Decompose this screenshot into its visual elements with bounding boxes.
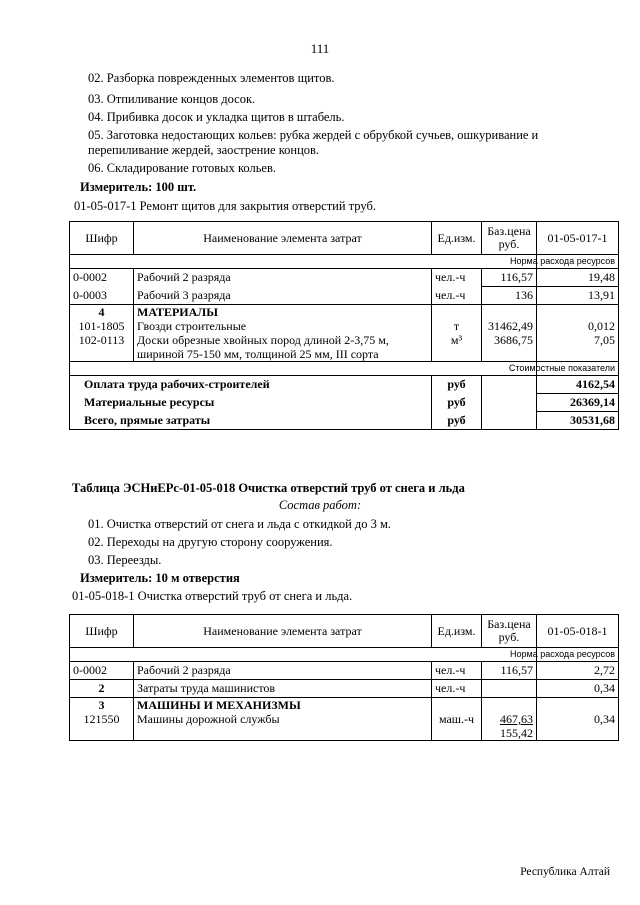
material-price: 31462,49 <box>488 319 533 333</box>
materials-norms <box>537 305 619 362</box>
group-code: 4 <box>98 305 105 319</box>
header-price <box>482 222 537 255</box>
total-blank <box>482 412 537 430</box>
table-row-norm: 19,48 <box>537 269 619 287</box>
header-unit: Ед.изм. <box>432 222 482 255</box>
step-line: 05. Заготовка недостающих кольев: рубка жердей с обрубкой сучьев, ошкуривание и <box>88 128 539 142</box>
table-row-unit: чел.-ч <box>432 269 482 287</box>
header-name: Наименование элемента затрат <box>134 615 432 648</box>
materials-names <box>134 305 432 362</box>
group-name: МАШИНЫ И МЕХАНИЗМЫ <box>137 698 301 712</box>
total-value: 30531,68 <box>537 412 619 430</box>
header-price-line2: руб. <box>498 630 520 644</box>
total-value: 26369,14 <box>537 394 619 412</box>
total-label: Оплата труда рабочих-строителей <box>70 376 432 394</box>
sub-cost-label: Стоимостные показатели <box>537 362 619 376</box>
machine-unit: маш.-ч <box>438 712 475 726</box>
sub-blank <box>70 255 537 269</box>
material-name: Гвозди строительные <box>137 319 247 333</box>
sub-blank <box>70 362 537 376</box>
group-name: МАТЕРИАЛЫ <box>137 305 218 319</box>
materials-units <box>432 305 482 362</box>
total-blank <box>482 394 537 412</box>
header-price-line1: Баз.цена <box>487 224 531 238</box>
material-name: Доски обрезные хвойных пород длиной 2-3,75 м, <box>137 333 389 347</box>
total-label: Материальные ресурсы <box>70 394 432 412</box>
header-price-line2: руб. <box>498 237 520 251</box>
step-line: 03. Переезды. <box>88 553 162 567</box>
sub-norm-label: Норма расхода ресурсов <box>537 648 619 662</box>
material-norm: 7,05 <box>594 333 615 347</box>
header-price-line1: Баз.цена <box>487 617 531 631</box>
table-row-price: 116,57 <box>482 662 537 680</box>
header-code: Шифр <box>70 615 134 648</box>
table-title: Таблица ЭСНиЕРс-01-05-018 Очистка отверстий труб от снега и льда <box>72 481 465 495</box>
resource-table-2 <box>69 614 619 741</box>
composition-heading: Состав работ: <box>278 498 362 512</box>
step-line: 04. Прибивка досок и укладка щитов в штабель. <box>88 110 345 124</box>
machine-price-main: 467,63 <box>500 712 533 726</box>
table-row-code: 0-0002 <box>70 662 134 680</box>
footer-region: Республика Алтай <box>520 866 610 878</box>
header-norm: 01-05-017-1 <box>537 222 619 255</box>
page-number: 111 <box>310 41 330 56</box>
step-line: 03. Отпиливание концов досок. <box>88 92 256 106</box>
machines-codes <box>70 698 134 741</box>
table-row-norm: 13,91 <box>537 287 619 305</box>
table-row-unit: чел.-ч <box>432 680 482 698</box>
machines-prices <box>482 698 537 741</box>
materials-codes <box>70 305 134 362</box>
machines-names <box>134 698 432 741</box>
total-blank <box>482 376 537 394</box>
item-title: 01-05-018-1 Очистка отверстий труб от снега и льда. <box>72 589 353 603</box>
material-code: 101-1805 <box>78 319 125 333</box>
material-norm: 0,012 <box>588 319 615 333</box>
table-row-name: Рабочий 3 разряда <box>134 287 432 305</box>
measure-label: Измеритель: 100 шт. <box>80 180 197 194</box>
header-code: Шифр <box>70 222 134 255</box>
table-row-norm: 2,72 <box>537 662 619 680</box>
machine-name: Машины дорожной службы <box>137 712 280 726</box>
table-row-price <box>482 680 537 698</box>
total-unit: руб <box>432 376 482 394</box>
machine-price-secondary: 155,42 <box>500 726 533 740</box>
header-unit: Ед.изм. <box>432 615 482 648</box>
table-row-code: 0-0003 <box>70 287 134 305</box>
table-row-norm: 0,34 <box>537 680 619 698</box>
material-name-cont: шириной 75-150 мм, толщиной 25 мм, III сорта <box>137 347 379 361</box>
table-row-unit: чел.-ч <box>432 662 482 680</box>
total-value: 4162,54 <box>537 376 619 394</box>
item-title: 01-05-017-1 Ремонт щитов для закрытия отверстий труб. <box>74 199 376 213</box>
table-row-price: 136 <box>482 287 537 305</box>
step-line: 01. Очистка отверстий от снега и льда с откидкой до 3 м. <box>88 517 392 531</box>
material-price: 3686,75 <box>494 333 533 347</box>
header-price <box>482 615 537 648</box>
table-row-price: 116,57 <box>482 269 537 287</box>
table-row-name: Затраты труда машинистов <box>134 680 432 698</box>
table-row-unit: чел.-ч <box>432 287 482 305</box>
sub-blank <box>70 648 537 662</box>
resource-table-1 <box>69 221 619 430</box>
group-code: 3 <box>98 698 105 712</box>
table-row-code: 0-0002 <box>70 269 134 287</box>
material-code: 102-0113 <box>78 333 125 347</box>
step-line: перепиливание жердей, заострение концов. <box>88 143 320 157</box>
machine-code: 121550 <box>83 712 120 726</box>
material-unit: т <box>453 319 460 333</box>
step-line: 02. Разборка поврежденных элементов щитов. <box>88 71 335 85</box>
table-row-name: Рабочий 2 разряда <box>134 662 432 680</box>
total-unit: руб <box>432 394 482 412</box>
material-unit: м³ <box>450 333 463 347</box>
measure-label: Измеритель: 10 м отверстия <box>80 571 240 585</box>
total-label: Всего, прямые затраты <box>70 412 432 430</box>
materials-prices <box>482 305 537 362</box>
total-unit: руб <box>432 412 482 430</box>
header-name: Наименование элемента затрат <box>134 222 432 255</box>
sub-norm-label: Норма расхода ресурсов <box>537 255 619 269</box>
step-line: 02. Переходы на другую сторону сооружения. <box>88 535 333 549</box>
table-row-name: Рабочий 2 разряда <box>134 269 432 287</box>
machines-norms <box>537 698 619 741</box>
header-norm: 01-05-018-1 <box>537 615 619 648</box>
table-row-code: 2 <box>70 680 134 698</box>
machines-units <box>432 698 482 741</box>
step-line: 06. Складирование готовых кольев. <box>88 161 276 175</box>
machine-norm: 0,34 <box>594 712 615 726</box>
